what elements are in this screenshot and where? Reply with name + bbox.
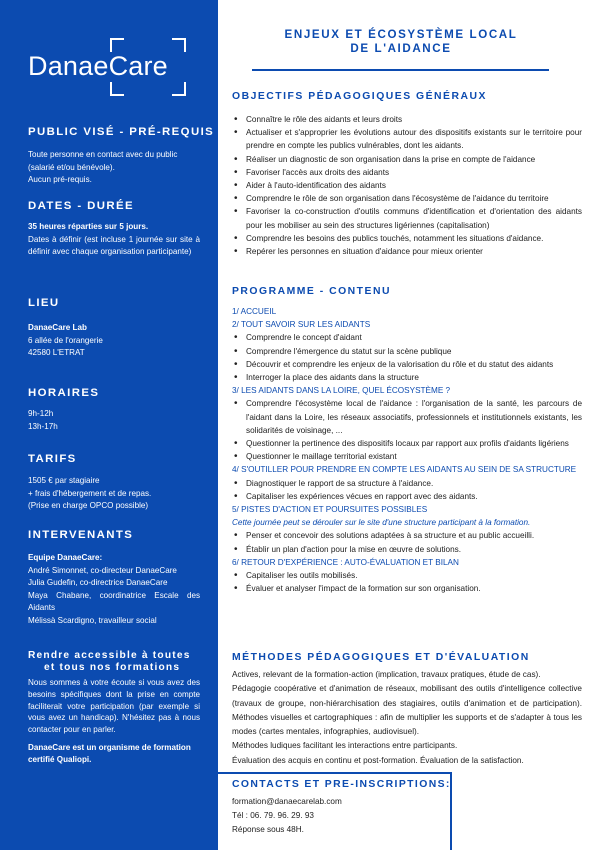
contacts-text	[232, 795, 342, 837]
intervenant-item: Mélissà Scardigno, travailleur social	[28, 615, 157, 625]
intervenant-item: Maya Chabane, coordinatrice Escale des Aidants	[28, 590, 200, 612]
contact-response-time: Réponse sous 48H.	[232, 825, 304, 834]
methodes-text	[232, 668, 582, 768]
programme-item: • Interroger la place des aidants dans la structure	[232, 371, 582, 384]
programme-item: • Penser et concevoir des solutions adaptées à sa structure et au public accueilli.	[232, 529, 582, 542]
objectif-item: • Réaliser un diagnostic de son organisation dans la prise en compte de l'aidance	[232, 153, 582, 166]
objectif-item: • Comprendre les besoins des publics touchés, notamment les situations d'aidance.	[232, 232, 582, 245]
lieu-address-line: 42580 L'ETRAT	[28, 348, 85, 357]
methodes-paragraph: Évaluation des acquis en continu et post-formation. Évaluation de la satisfaction.	[232, 755, 524, 765]
methodes-paragraph: Actives, relevant de la formation-action (implication, travaux pratiques, étude de cas).	[232, 670, 541, 679]
tarifs-line: (Prise en charge OPCO possible)	[28, 501, 149, 510]
logo-corner-top-left	[110, 38, 124, 52]
methodes-paragraph: Pédagogie coopérative et d'animation de réseaux, mobilisant des outils d'intelligence collective (travaux de groupe, non-hiérarchisation des stagiaires, outils d'animation et de participation). Méthodes visuelles et cartographiques : afin de multiplier les supports et de s'adapter à tous les modes (cartes mentales, infographies, audiovisuel).	[232, 684, 582, 737]
objectif-item: • Actualiser et s'approprier les évolutions autour des dispositifs existants sur le territoire pour prendre en compte les publics vulnérables, dont les aidants.	[232, 126, 582, 152]
objectif-item: • Repérer les personnes en situation d'aidance pour mieux orienter	[232, 245, 582, 258]
logo-corner-top-right	[172, 38, 186, 52]
programme-part-title: 3/ LES AIDANTS DANS LA LOIRE, QUEL ÉCOSYSTÈME ?	[232, 386, 451, 396]
tarifs-heading: TARIFS	[28, 453, 77, 465]
sidebar	[0, 0, 218, 850]
objectifs-list	[232, 113, 582, 258]
public-text	[28, 149, 200, 187]
programme-content	[232, 305, 582, 595]
page-title-line: ENJEUX ET ÉCOSYSTÈME LOCAL	[284, 28, 518, 41]
public-line: Toute personne en contact avec du public (salarié et/ou bénévole).	[28, 150, 178, 172]
methodes-paragraph: Méthodes ludiques facilitant les interactions entre participants.	[232, 741, 458, 751]
programme-part-title: 5/ PISTES D'ACTION ET POURSUITES POSSIBLES	[232, 505, 428, 515]
programme-item: • Capitaliser les outils mobilisés.	[232, 569, 582, 582]
programme-item: • Questionner le maillage territorial existant	[232, 450, 582, 463]
dates-detail: Dates à définir (est incluse 1 journée sur site à définir avec chaque organisation participante)	[28, 234, 200, 256]
programme-item: • Comprendre l'émergence du statut sur la scène publique	[232, 345, 582, 358]
intervenants-text	[28, 552, 200, 627]
programme-item: • Établir un plan d'action pour la mise en œuvre de solutions.	[232, 543, 582, 556]
programme-item: • Questionner la pertinence des dispositifs locaux par rapport aux profils d'aidants ligériens	[232, 437, 582, 450]
programme-part-list	[232, 529, 582, 555]
programme-part-title: 2/ TOUT SAVOIR SUR LES AIDANTS	[232, 320, 371, 330]
lieu-heading: LIEU	[28, 297, 60, 309]
tarifs-text	[28, 475, 200, 513]
logo-corner-bottom-left	[110, 82, 124, 96]
intervenant-item: Julia Gudefin, co-directrice DanaeCare	[28, 578, 168, 587]
logo-corner-bottom-right	[172, 82, 186, 96]
horaires-line: 9h-12h	[28, 409, 54, 418]
programme-part-title: 1/ ACCUEIL	[232, 307, 277, 316]
dates-duration: 35 heures réparties sur 5 jours.	[28, 222, 149, 231]
accessible-heading-line: et tous nos formations	[44, 662, 181, 673]
public-line: Aucun pré-requis.	[28, 175, 92, 184]
contact-email[interactable]: formation@danaecarelab.com	[232, 797, 342, 806]
programme-item: • Capitaliser les expériences vécues en rapport avec des aidants.	[232, 490, 582, 503]
tarifs-line: + frais d'hébergement et de repas.	[28, 488, 152, 498]
accessible-heading-line: Rendre accessible à toutes	[28, 650, 191, 661]
programme-part-title: 6/ RETOUR D'EXPÉRIENCE : AUTO-ÉVALUATION ET BILAN	[232, 557, 459, 567]
methodes-heading: MÉTHODES PÉDAGOGIQUES ET D'ÉVALUATION	[232, 652, 530, 663]
programme-item: • Comprendre le concept d'aidant	[232, 331, 582, 344]
title-divider	[252, 69, 549, 71]
accessible-text: Nous sommes à votre écoute si vous avez des besoins spécifiques dont la prise en compte faciliterait votre participation (par exemple si vous avez un handicap). N'hésitez pas à nous contacter pour en parler.	[28, 678, 200, 735]
logo-text: DanaeCare	[28, 51, 168, 81]
objectif-item: • Comprendre le rôle de son organisation dans l'écosystème de l'aidance du territoire	[232, 192, 582, 205]
programme-part-title: 4/ S'OUTILLER POUR PRENDRE EN COMPTE LES AIDANTS AU SEIN DE SA STRUCTURE	[232, 465, 577, 475]
objectif-item: • Connaître le rôle des aidants et leurs droits	[232, 113, 582, 126]
programme-item: • Comprendre l'écosystème local de l'aidance : l'organisation de la santé, les parcours de l'aidant dans la Loire, les réseaux associatifs, professionnels et institutionnels existants, les solidarités de voisinage, ...	[232, 397, 582, 437]
qualiopi-text: DanaeCare est un organisme de formation certifié Qualiopi.	[28, 743, 191, 764]
programme-item: • Évaluer et analyser l'impact de la formation sur son organisation.	[232, 582, 582, 595]
intervenants-team: Equipe DanaeCare:	[28, 553, 103, 562]
dates-text	[28, 221, 200, 259]
horaires-line: 13h-17h	[28, 421, 58, 431]
page-title-line: DE L'AIDANCE	[350, 42, 452, 55]
lieu-name: DanaeCare Lab	[28, 323, 87, 332]
programme-item: • Découvrir et comprendre les enjeux de la valorisation du rôle et du statut des aidants	[232, 358, 582, 371]
programme-item: • Diagnostiquer le rapport de sa structure à l'aidance.	[232, 477, 582, 490]
contact-phone: Tél : 06. 79. 96. 29. 93	[232, 811, 314, 820]
objectif-item: • Favoriser la co-construction d'outils communs d'identification et d'orientation des aidants pour les mobiliser au sein des structures ligériennes (capitalisation)	[232, 205, 582, 231]
danaecare-logo	[28, 38, 186, 96]
programme-part-list	[232, 397, 582, 463]
intervenants-heading: INTERVENANTS	[28, 529, 134, 541]
contacts-heading: CONTACTS ET PRE-INSCRIPTIONS:	[232, 779, 451, 790]
dates-heading: DATES - DURÉE	[28, 200, 134, 212]
programme-part-note: Cette journée peut se dérouler sur le site d'une structure participant à la formation.	[232, 518, 531, 528]
lieu-text	[28, 322, 200, 360]
lieu-address-line: 6 allée de l'orangerie	[28, 335, 103, 345]
intervenant-item: André Simonnet, co-directeur DanaeCare	[28, 565, 177, 575]
objectifs-heading: OBJECTIFS PÉDAGOGIQUES GÉNÉRAUX	[232, 91, 487, 102]
page-title	[254, 28, 548, 56]
accessible-heading	[28, 650, 191, 674]
public-heading: PUBLIC VISÉ - PRÉ-REQUIS	[28, 126, 215, 138]
programme-part-list	[232, 477, 582, 503]
programme-part-list	[232, 331, 582, 384]
programme-part-list	[232, 569, 582, 595]
objectif-item: • Aider à l'auto-identification des aidants	[232, 179, 582, 192]
horaires-heading: HORAIRES	[28, 387, 100, 399]
objectif-item: • Favoriser l'accès aux droits des aidants	[232, 166, 582, 179]
horaires-text	[28, 408, 200, 433]
tarifs-line: 1505 € par stagiaire	[28, 476, 100, 485]
programme-heading: PROGRAMME - CONTENU	[232, 286, 391, 297]
